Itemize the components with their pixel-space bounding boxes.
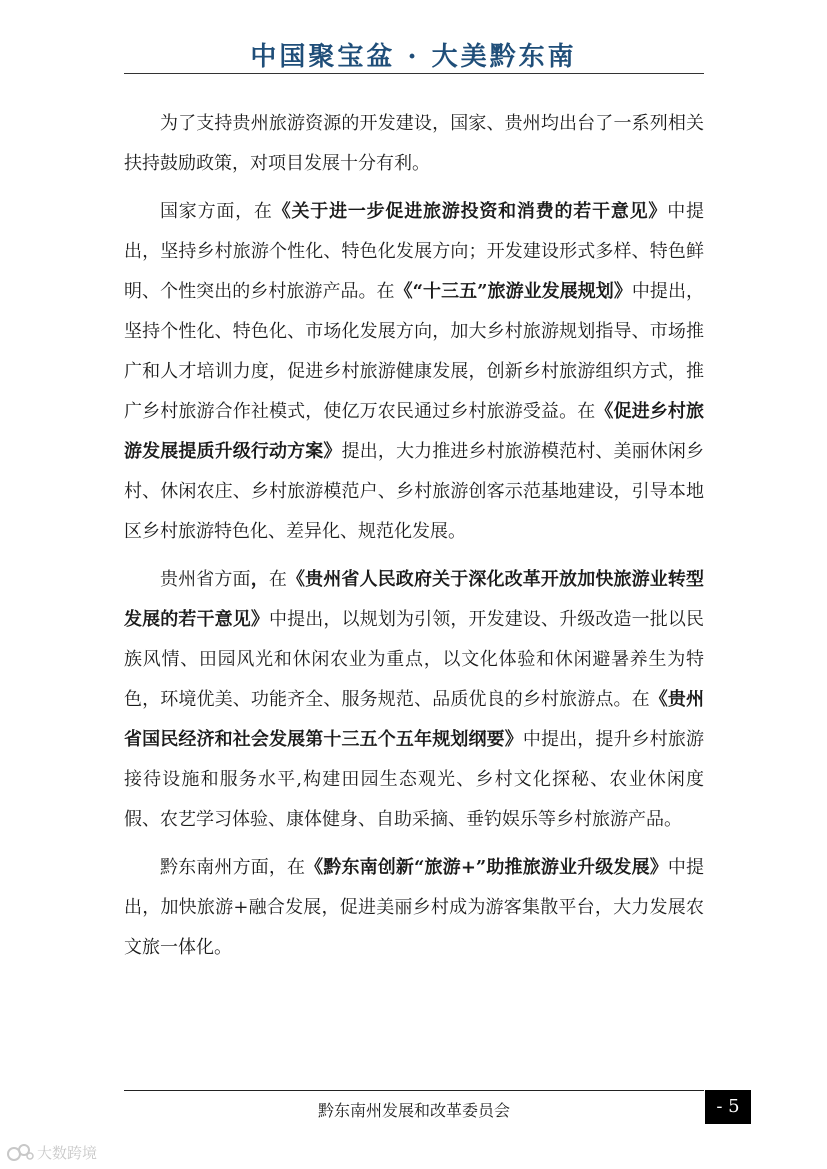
watermark-text: 大数跨境 — [37, 1143, 98, 1162]
paragraph-text: 贵州省方面 — [160, 569, 251, 590]
page-number: - 5 — [705, 1090, 751, 1124]
document-body — [124, 104, 704, 968]
paragraph-text: 黔东南州方面，在 — [160, 857, 306, 878]
body-paragraph — [124, 560, 704, 840]
header-divider — [124, 73, 704, 74]
document-title-reference: 《贵州省人民政府关于深化改革开放加快旅游业转型发展的若干意见》 — [124, 569, 705, 630]
paragraph-text: 中提出，以规划为引领，开发建设、升级改造一批以民族风情、田园风光和休闲农业为重点，以文化体验和休闲避暑养生为特色，环境优美、功能齐全、服务规范、品质优良的乡村旅游点。在 — [124, 609, 705, 710]
document-title-reference: 《贵州省国民经济和社会发展第十三五个五年规划纲要》 — [124, 689, 705, 750]
document-title-reference: 《“十三五”旅游业发展规划》 — [394, 281, 632, 302]
document-title-reference: 《关于进一步促进旅游投资和消费的若干意见》 — [272, 201, 668, 222]
watermark — [6, 1140, 97, 1164]
paragraph-text: 中提出，坚持个性化、特色化、市场化发展方向，加大乡村旅游规划指导、市场推广和人才培训力度，促进乡村旅游健康发展，创新乡村旅游组织方式，推广乡村旅游合作社模式，使亿万农民通过乡村旅游受益。在 — [124, 281, 705, 422]
body-paragraph — [124, 104, 704, 184]
document-title-reference: 《黔东南创新“旅游+”助推旅游业升级发展》 — [305, 857, 668, 878]
document-title-reference: ， — [250, 569, 269, 590]
body-paragraph — [124, 848, 704, 968]
document-title-reference: 《促进乡村旅游发展提质升级行动方案》 — [124, 401, 705, 462]
watermark-logo-icon — [6, 1142, 34, 1162]
paragraph-text: 中提出，加快旅游+融合发展，促进美丽乡村成为游客集散平台，大力发展农文旅一体化。 — [124, 857, 705, 958]
paragraph-text: 为了支持贵州旅游资源的开发建设，国家、贵州均出台了一系列相关扶持鼓励政策，对项目发展十分有利。 — [124, 113, 704, 174]
footer-divider — [124, 1090, 704, 1091]
paragraph-text: 国家方面，在 — [160, 201, 273, 222]
paragraph-text: 中提出，坚持乡村旅游个性化、特色化发展方向；开发建设形式多样、特色鲜明、个性突出的乡村旅游产品。在 — [124, 201, 705, 302]
footer-organization: 黔东南州发展和改革委员会 — [317, 1101, 510, 1120]
paragraph-text: 中提出，提升乡村旅游接待设施和服务水平,构建田园生态观光、乡村文化探秘、农业休闲度假、农艺学习体验、康体健身、自助采摘、垂钓娱乐等乡村旅游产品。 — [124, 729, 705, 830]
page-header-title: 中国聚宝盆 · 大美黔东南 — [250, 42, 577, 72]
paragraph-text: 提出，大力推进乡村旅游模范村、美丽休闲乡村、休闲农庄、乡村旅游模范户、乡村旅游创客示范基地建设，引导本地区乡村旅游特色化、差异化、规范化发展。 — [124, 441, 705, 542]
body-paragraph — [124, 192, 704, 552]
paragraph-text: 在 — [268, 569, 287, 590]
